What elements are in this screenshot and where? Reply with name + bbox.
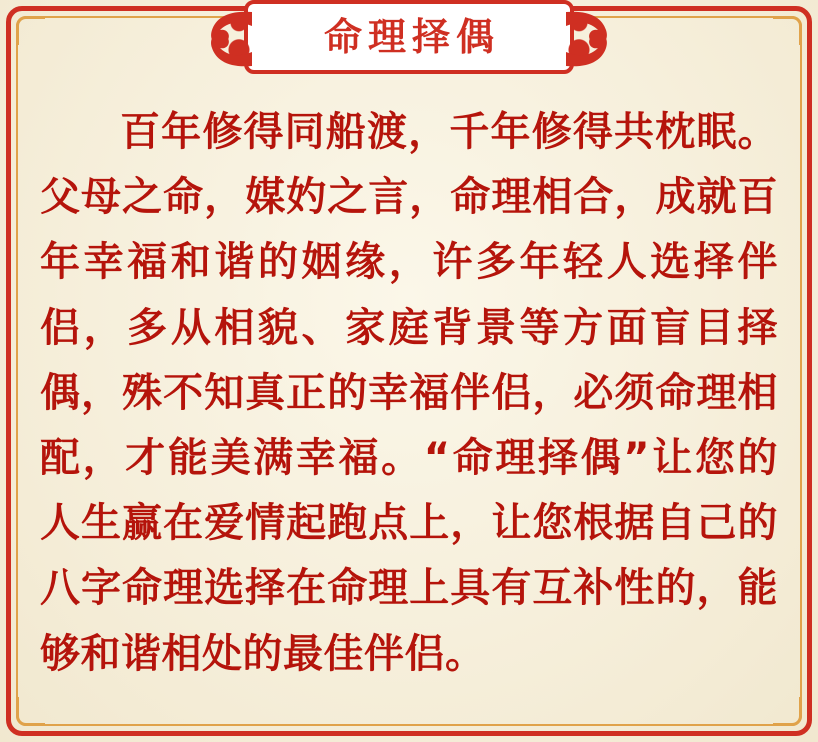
page-title: 命理择偶 [323,14,500,59]
scroll-ornament-right-icon [564,8,610,70]
corner-ornament-top-left [16,16,45,45]
title-plaque [244,0,574,74]
body-container [40,100,778,728]
scroll-ornament-left-icon [208,8,254,70]
corner-ornament-top-right [773,16,802,45]
body-paragraph: 百年修得同船渡，千年修得共枕眠。父母之命，媒妁之言，命理相合，成就百年幸福和谐的姻缘，许多年轻人选择伴侣，多从相貌、家庭背景等方面盲目择偶，殊不知真正的幸福伴侣，必须命理相配，才能美满幸福。“命理择偶”让您的人生赢在爱情起跑点上，让您根据自己的八字命理选择在命理上具有互补性的，能够和谐相处的最佳伴侣。 [40,109,778,677]
